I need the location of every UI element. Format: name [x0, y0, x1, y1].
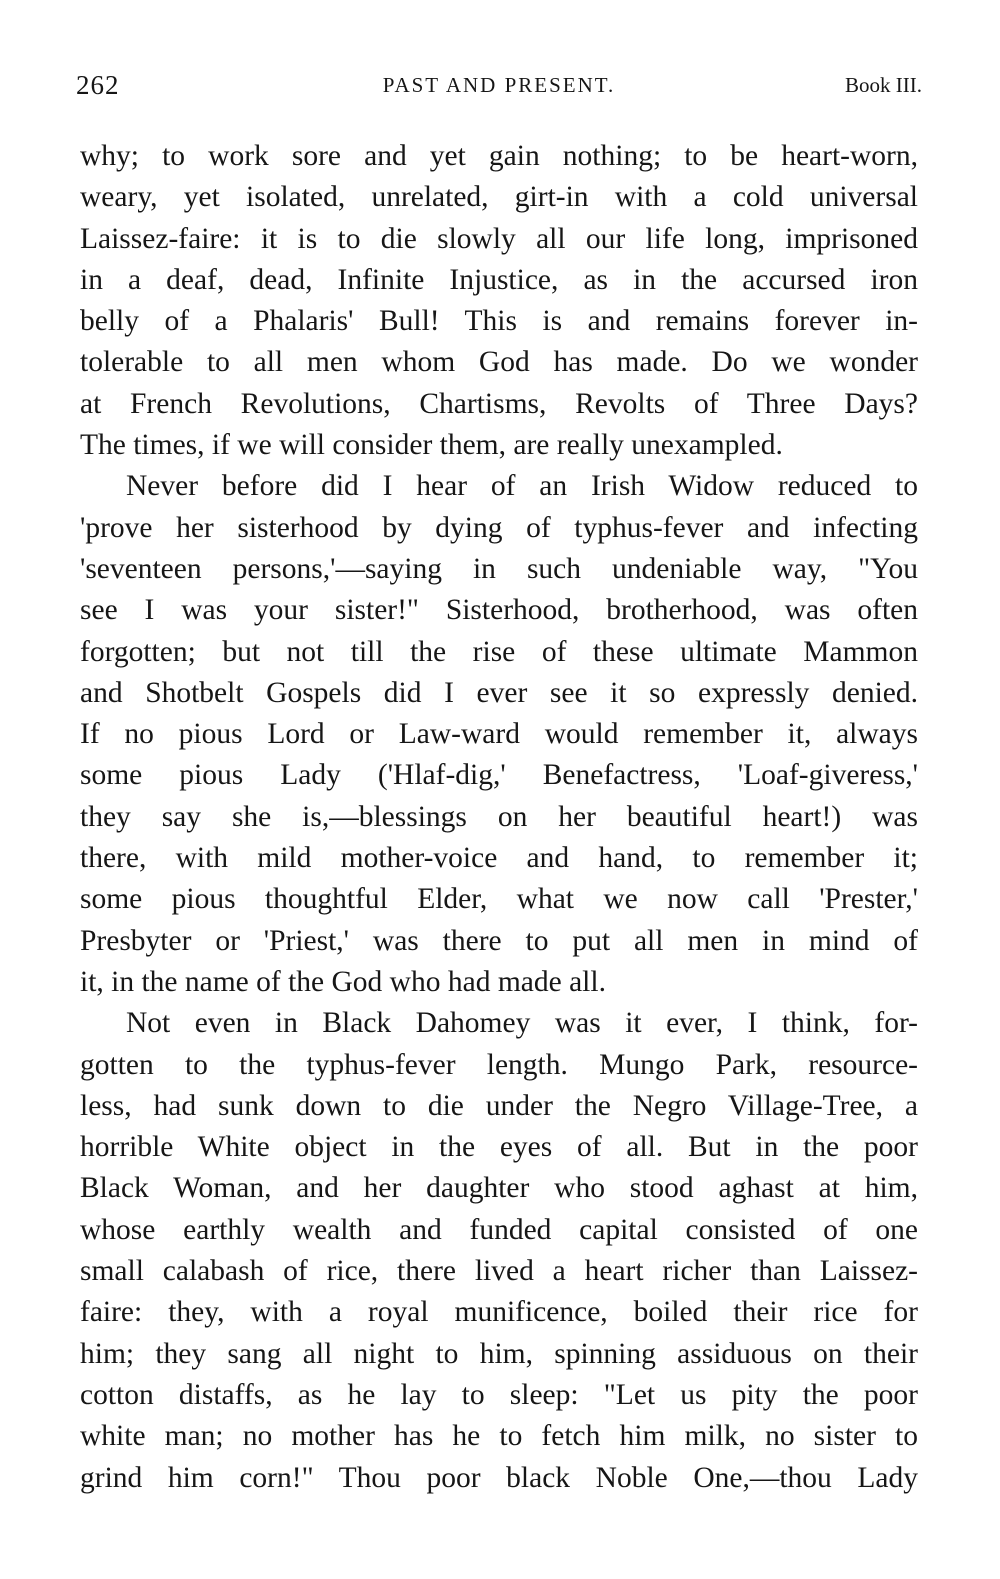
text-line: why; to work sore and yet gain nothing; to be heart-worn,	[80, 140, 918, 172]
text-line: white man; no mother has he to fetch him milk, no sister to	[80, 1420, 918, 1453]
text-line: Laissez-faire: it is to die slowly all our life long, imprisoned	[80, 222, 918, 255]
text-line: there, with mild mother-voice and hand, to remember it;	[80, 842, 918, 875]
page-body-text	[80, 136, 918, 1499]
text-line: Presbyter or 'Priest,' was there to put all men in mind of	[80, 924, 918, 957]
text-line: less, had sunk down to die under the Negro Village-Tree, a	[80, 1089, 918, 1122]
text-line: small calabash of rice, there lived a heart richer than Laissez-	[80, 1255, 918, 1288]
paragraph-start-line: Not even in Black Dahomey was it ever, I think, for-	[126, 1007, 918, 1040]
text-line: and Shotbelt Gospels did I ever see it so expressly denied.	[80, 676, 918, 709]
running-title: PAST AND PRESENT.	[382, 73, 616, 97]
text-line: The times, if we will consider them, are really unexampled.	[80, 429, 783, 462]
text-line: some pious thoughtful Elder, what we now call 'Prester,'	[80, 883, 918, 916]
text-line: belly of a Phalaris' Bull! This is and remains forever in-	[80, 305, 918, 338]
text-line: Black Woman, and her daughter who stood aghast at him,	[80, 1172, 918, 1205]
text-line: cotton distaffs, as he lay to sleep: "Let us pity the poor	[80, 1378, 918, 1411]
text-line: see I was your sister!" Sisterhood, brotherhood, was often	[80, 594, 918, 627]
text-line: horrible White object in the eyes of all. But in the poor	[80, 1131, 918, 1164]
text-line: 'prove her sisterhood by dying of typhus-fever and infecting	[80, 511, 918, 544]
text-line: gotten to the typhus-fever length. Mungo Park, resource-	[80, 1048, 918, 1081]
text-line: at French Revolutions, Chartisms, Revolts of Three Days?	[80, 387, 918, 420]
text-line: they say she is,—blessings on her beautiful heart!) was	[80, 800, 918, 833]
text-line: 'seventeen persons,'—saying in such undeniable way, "You	[80, 552, 918, 585]
text-line: it, in the name of the God who had made all.	[80, 965, 606, 998]
running-header	[76, 68, 922, 102]
paragraph-start-line: Never before did I hear of an Irish Widow reduced to	[126, 470, 918, 503]
text-line: in a deaf, dead, Infinite Injustice, as in the accursed iron	[80, 263, 918, 296]
text-line: weary, yet isolated, unrelated, girt-in with a cold universal	[80, 181, 918, 214]
book-label: Book III.	[845, 73, 922, 97]
text-line: tolerable to all men whom God has made. Do we wonder	[80, 346, 918, 379]
text-line: him; they sang all night to him, spinning assiduous on their	[80, 1337, 918, 1370]
text-line: some pious Lady ('Hlaf-dig,' Benefactress, 'Loaf-giveress,'	[80, 759, 918, 792]
text-line: forgotten; but not till the rise of these ultimate Mammon	[80, 635, 918, 668]
text-line: If no pious Lord or Law-ward would remember it, always	[80, 718, 918, 751]
text-line: grind him corn!" Thou poor black Noble One,—thou Lady	[80, 1461, 918, 1494]
text-line: faire: they, with a royal munificence, boiled their rice for	[80, 1296, 918, 1329]
text-line: whose earthly wealth and funded capital consisted of one	[80, 1213, 918, 1246]
page-number: 262	[76, 70, 120, 100]
